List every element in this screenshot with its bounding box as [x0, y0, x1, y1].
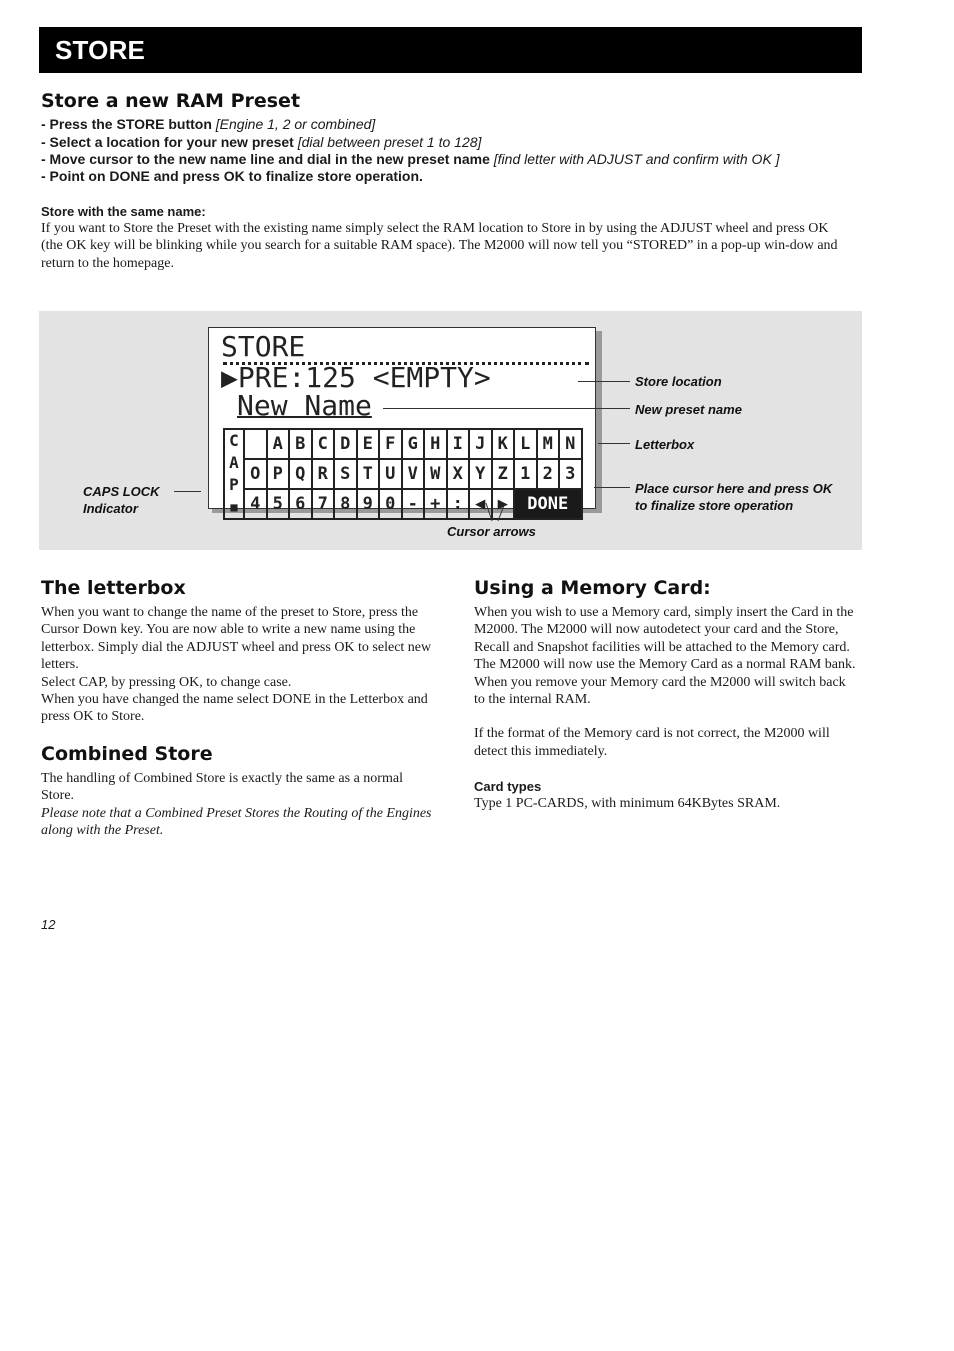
letter-key: :: [447, 489, 470, 519]
step-2: - Select a location for your new preset [dial between preset 1 to 128]: [41, 134, 482, 150]
letter-key: P: [267, 459, 290, 489]
letter-key: 7: [312, 489, 335, 519]
letter-key: G: [402, 429, 425, 459]
lcd-name-line: New Name: [237, 389, 372, 422]
letter-key: N: [559, 429, 582, 459]
letter-key: 6: [289, 489, 312, 519]
caps-lock-cell: C A P ■: [224, 429, 244, 519]
letter-key: V: [402, 459, 425, 489]
callout-caps-lock: CAPS LOCK Indicator: [83, 484, 160, 516]
letter-key: F: [379, 429, 402, 459]
letter-key: 8: [334, 489, 357, 519]
leader-letterbox: [598, 443, 630, 444]
same-name-heading: Store with the same name:: [41, 204, 206, 219]
memory-card-heading: Using a Memory Card:: [474, 577, 711, 599]
letter-key: O: [244, 459, 267, 489]
done-key: DONE: [514, 489, 582, 519]
leader-caps-lock: [174, 491, 201, 492]
letter-key: T: [357, 459, 380, 489]
letter-key: Z: [492, 459, 515, 489]
letter-key: B: [289, 429, 312, 459]
letter-key: 3: [559, 459, 582, 489]
same-name-text: If you want to Store the Preset with the existing name simply select the RAM location to Store in by using the ADJUST wheel and press OK (the OK key will be blinking while you search for a suitable RAM space). The M2000 will now tell you “STORED” in a pop-up win-dow and return to the homepage.: [41, 221, 838, 271]
card-types-text: Type 1 PC-CARDS, with minimum 64KBytes SRAM.: [474, 796, 781, 811]
letter-key: L: [514, 429, 537, 459]
leader-cursor-arrows: [483, 503, 509, 523]
step-4: - Point on DONE and press OK to finalize store operation.: [41, 168, 423, 184]
step-1: - Press the STORE button [Engine 1, 2 or combined]: [41, 116, 376, 132]
combined-heading: Combined Store: [41, 743, 213, 765]
letterbox-text: When you want to change the name of the preset to Store, press the Cursor Down key. You are now able to write a new name using the letterbox. Simply dial the ADJUST wheel and press OK to select new letters. Select CAP, by pressing OK, to change case. When you have changed the name select DONE in the Letterbox and press OK to Store.: [41, 605, 432, 725]
leader-done: [594, 487, 630, 488]
letterbox-blank: [244, 429, 267, 459]
letter-key: S: [334, 459, 357, 489]
letter-key: 5: [267, 489, 290, 519]
letter-key: 4: [244, 489, 267, 519]
letter-key: X: [447, 459, 470, 489]
letter-key: +: [424, 489, 447, 519]
header-bar: [39, 27, 862, 73]
lcd-display: [208, 327, 596, 514]
cursor-left-key: ◀: [469, 489, 492, 519]
letter-key: -: [402, 489, 425, 519]
letter-key: A: [267, 429, 290, 459]
callout-new-preset-name: New preset name: [635, 402, 742, 417]
step-3: - Move cursor to the new name line and dial in the new preset name [find letter with ADJUST and confirm with OK ]: [41, 151, 780, 167]
callout-store-location: Store location: [635, 374, 722, 389]
callout-place-cursor: Place cursor here and press OK to finalize store operation: [635, 481, 833, 513]
letter-key: J: [469, 429, 492, 459]
letterbox-grid: [223, 428, 583, 520]
card-types-heading: Card types: [474, 779, 542, 794]
letter-key: 9: [357, 489, 380, 519]
callout-letterbox: Letterbox: [635, 437, 695, 452]
callout-cursor-arrows: Cursor arrows: [447, 524, 536, 539]
letter-key: 2: [537, 459, 560, 489]
letter-key: K: [492, 429, 515, 459]
cursor-right-key: ▶: [492, 489, 515, 519]
store-new-heading: Store a new RAM Preset: [41, 90, 301, 112]
letter-key: 0: [379, 489, 402, 519]
letter-key: C: [312, 429, 335, 459]
letter-key: D: [334, 429, 357, 459]
combined-text: The handling of Combined Store is exactly the same as a normal Store. Please note that a Combined Preset Stores the Routing of the Engines along with the Preset.: [41, 771, 432, 839]
letter-key: U: [379, 459, 402, 489]
lcd-diagram: [39, 311, 862, 550]
letter-key: 1: [514, 459, 537, 489]
letterbox-heading: The letterbox: [41, 577, 186, 599]
letter-key: Y: [469, 459, 492, 489]
memory-card-text: When you wish to use a Memory card, simply insert the Card in the M2000. The M2000 will now autodetect your card and the Store, Recall and Snapshot facilities will be attached to the Memory card. The M2000 will now use the Memory Card as a normal RAM bank. When you remove your Memory card the M2000 will switch back to the internal RAM. If the format of the Memory card is not correct, the M2000 will detect this immediately.: [474, 605, 856, 759]
leader-store-location: [578, 381, 630, 382]
lcd-preset-line: ▶PRE:125 <EMPTY>: [221, 361, 491, 394]
letter-key: H: [424, 429, 447, 459]
letter-key: W: [424, 459, 447, 489]
page-title: STORE: [55, 35, 146, 65]
letter-key: M: [537, 429, 560, 459]
page-number: 12: [41, 917, 56, 932]
letter-key: E: [357, 429, 380, 459]
letter-key: Q: [289, 459, 312, 489]
letter-key: R: [312, 459, 335, 489]
lcd-title: STORE: [221, 330, 306, 363]
letter-key: I: [447, 429, 470, 459]
leader-new-preset-name: [383, 408, 630, 409]
